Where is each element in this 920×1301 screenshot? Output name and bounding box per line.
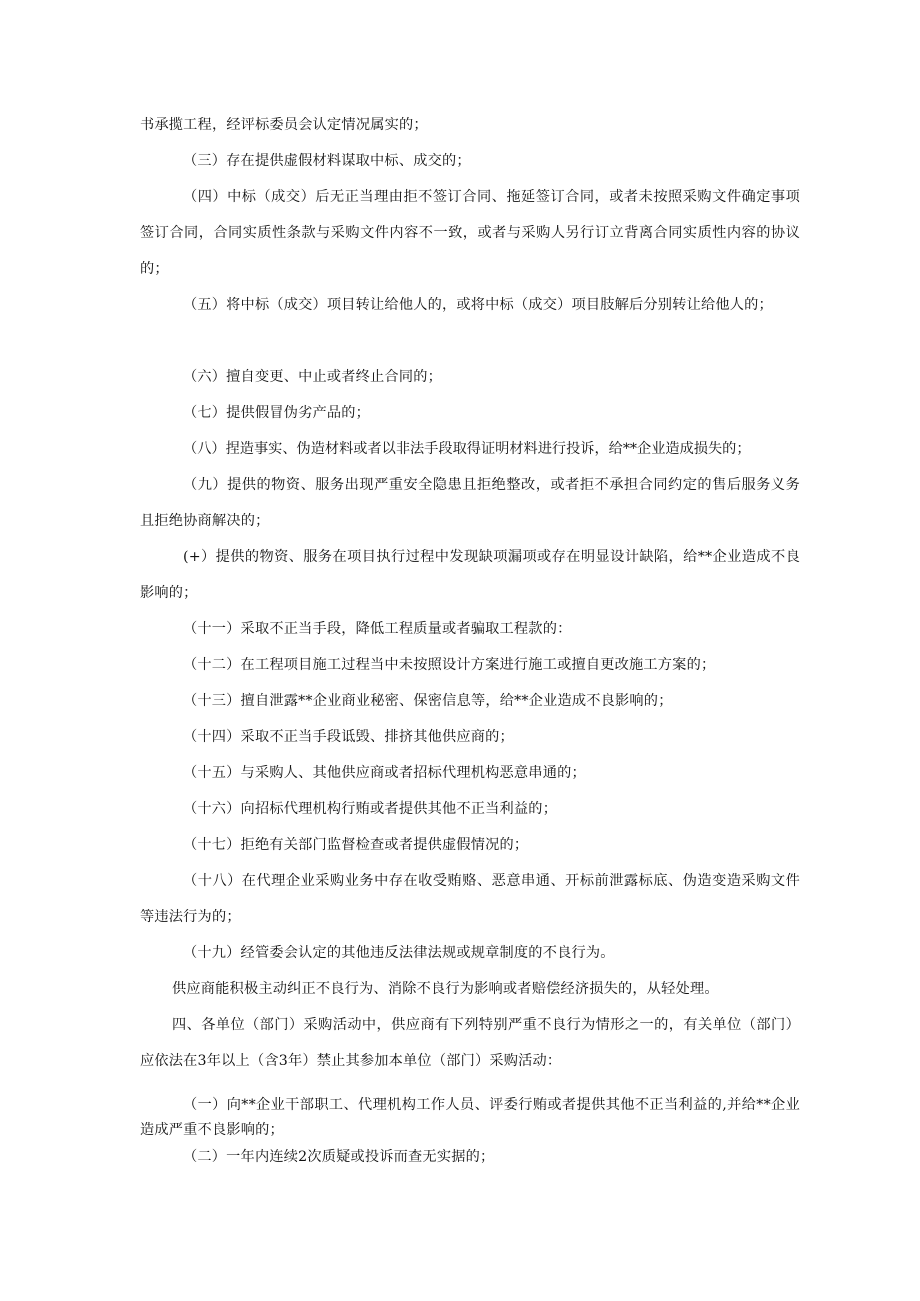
clause-11: （十一）采取不正当手段，降低工程质量或者骗取工程款的： [183,621,572,637]
clause-12: （十二）在工程项目施工过程当中未按照设计方案进行施工或擅自更改施工方案的； [183,657,716,673]
clause-16: （十六）向招标代理机构行贿或者提供其他不正当利益的； [183,801,558,817]
clause-17: （十七）拒绝有关部门监督检查或者提供虚假情况的； [183,837,529,853]
clause-15: （十五）与采购人、其他供应商或者招标代理机构恶意串通的； [183,765,586,781]
clause-10: (+）提供的物资、服务在项目执行过程中发现缺项漏项或存在明显设计缺陷，给**企业造成不良影响的； [140,549,800,601]
section-4-heading: 四、各单位（部门）采购活动中，供应商有下列特别严重不良行为情形之一的，有关单位（部门）应依法在3年以上（含3年）禁止其参加本单位（部门）采购活动： [140,1017,800,1069]
paragraph-continuation: 书承揽工程，经评标委员会认定情况属实的； [140,117,428,133]
severe-clause-2: （二）一年内连续2次质疑或投诉而查无实据的； [183,1149,495,1165]
clause-8: （八）捏造事实、伪造材料或者以非法手段取得证明材料进行投诉，给**企业造成损失的； [183,441,751,457]
clause-19: （十九）经管委会认定的其他违反法律法规或规章制度的不良行为。 [183,945,615,961]
clause-4: （四）中标（成交）后无正当理由拒不签订合同、拖延签订合同，或者未按照采购文件确定事项签订合同，合同实质性条款与采购文件内容不一致，或者与采购人另行订立背离合同实质性内容的协议的； [140,189,800,277]
clause-9: （九）提供的物资、服务出现严重安全隐患且拒绝整改，或者拒不承担合同约定的售后服务义务且拒绝协商解决的； [140,477,800,529]
severe-clause-1: （一）向**企业干部职工、代理机构工作人员、评委行贿或者提供其他不正当利益的,并给**企业造成严重不良影响的； [140,1097,800,1138]
clause-5: （五）将中标（成交）项目转让给他人的，或将中标（成交）项目肢解后分别转让给他人的； [183,297,773,313]
clause-18: （十八）在代理企业采购业务中存在收受贿赂、恶意串通、开标前泄露标底、伪造变造采购文件等违法行为的； [140,873,800,925]
clause-3: （三）存在提供虚假材料谋取中标、成交的； [183,153,471,169]
clause-13: （十三）擅自泄露**企业商业秘密、保密信息等，给**企业造成不良影响的； [183,693,673,709]
clause-7: （七）提供假冒伪劣产品的； [183,405,371,421]
clause-14: （十四）采取不正当手段诋毁、排挤其他供应商的； [183,729,514,745]
mitigation-note: 供应商能积极主动纠正不良行为、消除不良行为影响或者赔偿经济损失的，从轻处理。 [172,981,719,997]
clause-6: （六）擅自变更、中止或者终止合同的； [183,369,442,385]
